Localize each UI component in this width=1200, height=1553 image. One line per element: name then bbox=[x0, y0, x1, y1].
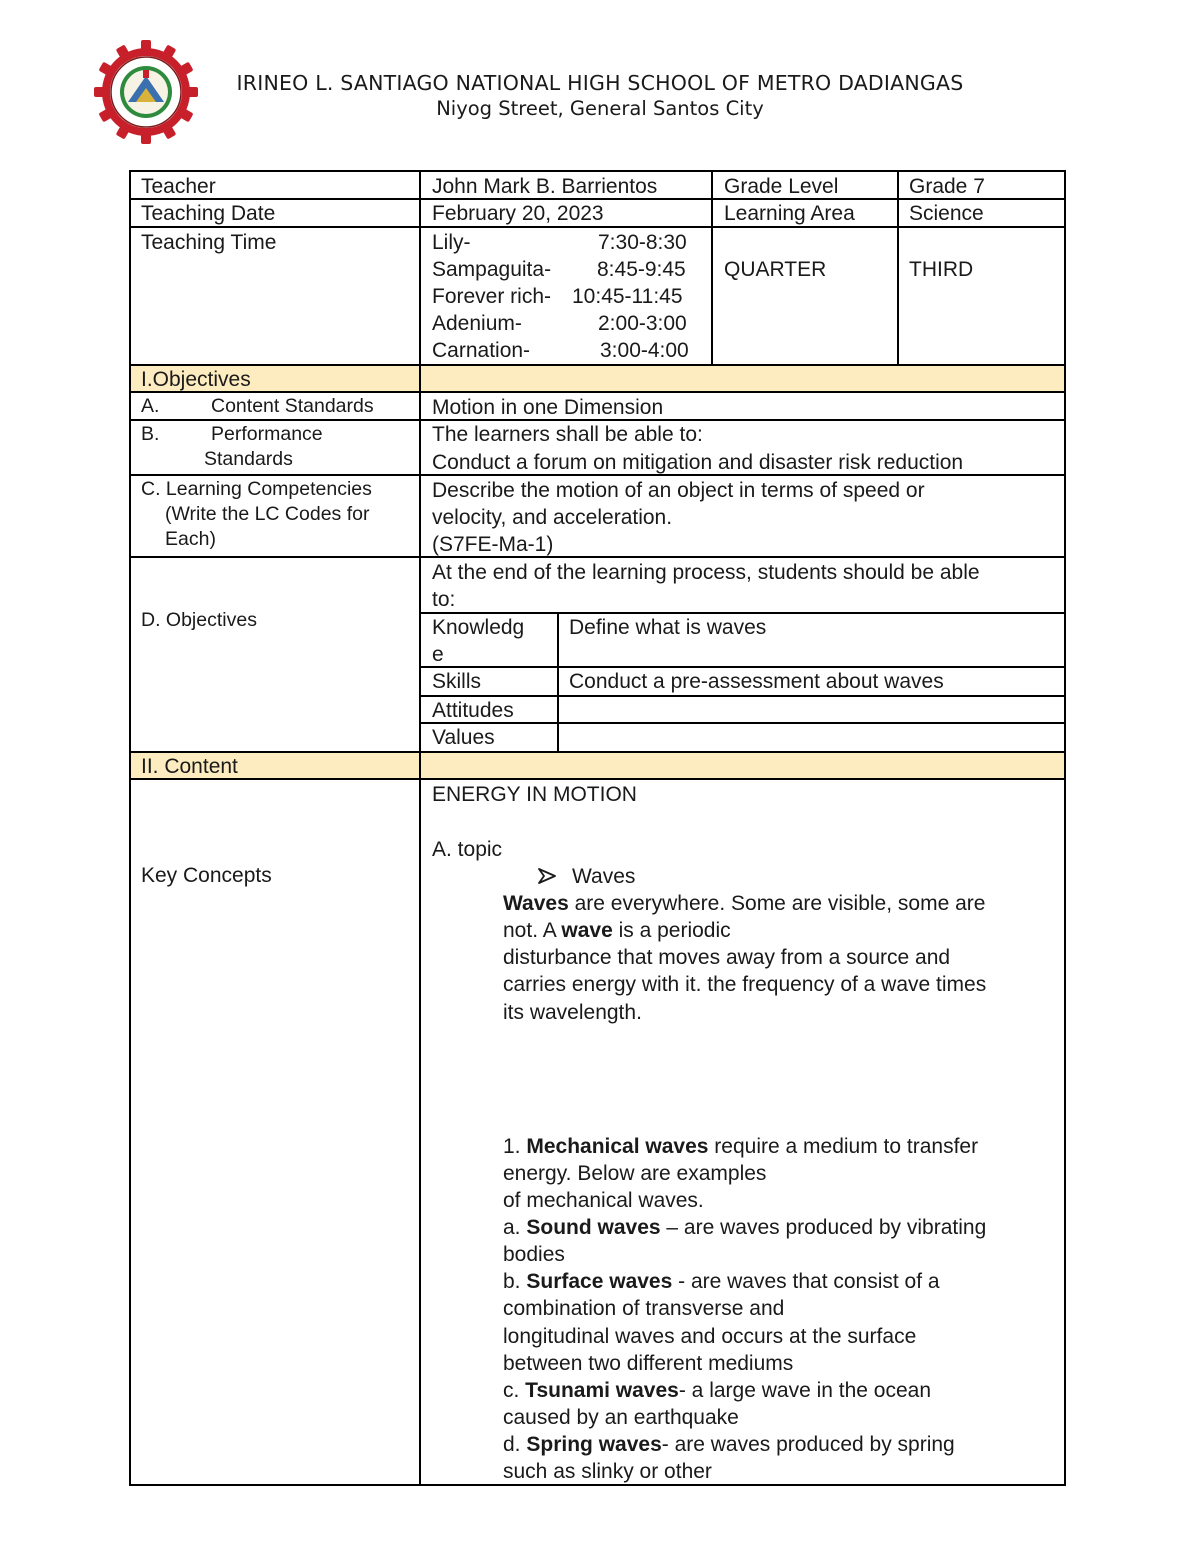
text-run: are everywhere. Some are visible, some are bbox=[568, 892, 986, 915]
text-run: c. bbox=[503, 1379, 526, 1402]
arrowhead-bullet-icon bbox=[538, 868, 556, 884]
schedule-time: 8:45-9:45 bbox=[597, 258, 686, 281]
teacher-label: Teacher bbox=[141, 175, 216, 198]
schedule-section: Adenium- bbox=[432, 312, 522, 335]
text-line: of mechanical waves. bbox=[503, 1189, 704, 1212]
content-standards-letter: A. bbox=[141, 395, 160, 417]
teaching-date-label: Teaching Date bbox=[141, 202, 276, 225]
key-concepts-label: Key Concepts bbox=[141, 864, 272, 887]
schedule-time: 2:00-3:00 bbox=[598, 312, 687, 335]
skills-value: Conduct a pre-assessment about waves bbox=[569, 670, 944, 693]
text-line: bodies bbox=[503, 1243, 565, 1266]
learning-competencies-label: Each) bbox=[165, 528, 216, 550]
text-run: require a medium to transfer bbox=[708, 1135, 979, 1158]
teacher-value: John Mark B. Barrientos bbox=[432, 175, 658, 198]
learning-competencies-label: C. Learning Competencies bbox=[141, 478, 372, 500]
schedule-time: 3:00-4:00 bbox=[600, 339, 689, 362]
quarter-label: QUARTER bbox=[724, 258, 827, 281]
objectives-intro: At the end of the learning process, students should be able bbox=[432, 561, 980, 584]
performance-standards-label: Performance bbox=[211, 423, 323, 445]
schedule-section: Carnation- bbox=[432, 339, 531, 362]
learning-competencies-value: velocity, and acceleration. bbox=[432, 506, 673, 529]
text-line: caused by an earthquake bbox=[503, 1406, 739, 1429]
lc-code: (S7FE-Ma-1) bbox=[432, 533, 554, 556]
topic-bullet: Waves bbox=[572, 865, 636, 888]
values-label: Values bbox=[432, 726, 495, 749]
schedule-time: 7:30-8:30 bbox=[598, 231, 687, 254]
content-standards-label: Content Standards bbox=[211, 395, 374, 417]
learning-area-value: Science bbox=[909, 202, 984, 225]
schedule-section: Sampaguita- bbox=[432, 258, 552, 281]
learning-competencies-label: (Write the LC Codes for bbox=[165, 503, 370, 525]
knowledge-value: Define what is waves bbox=[569, 616, 767, 639]
text-run: - are waves that consist of a bbox=[672, 1270, 940, 1293]
text-run: 1. bbox=[503, 1135, 527, 1158]
text-line: carries energy with it. the frequency of a wave times bbox=[503, 973, 987, 996]
text-line: longitudinal waves and occurs at the surface bbox=[503, 1325, 917, 1348]
knowledge-label: e bbox=[432, 643, 444, 666]
sound-waves-term: Sound waves bbox=[526, 1216, 661, 1239]
text-line: energy. Below are examples bbox=[503, 1162, 767, 1185]
objectives-label: D. Objectives bbox=[141, 609, 257, 631]
performance-standards-letter: B. bbox=[141, 423, 160, 445]
performance-standards-label: Standards bbox=[204, 448, 293, 470]
content-title: ENERGY IN MOTION bbox=[432, 783, 637, 806]
topic-label: A. topic bbox=[432, 838, 503, 861]
teaching-date-value: February 20, 2023 bbox=[432, 202, 604, 225]
teaching-time-label: Teaching Time bbox=[141, 231, 277, 254]
learning-competencies-value: Describe the motion of an object in terms of speed or bbox=[432, 479, 925, 502]
grade-level-label: Grade Level bbox=[724, 175, 839, 198]
skills-label: Skills bbox=[432, 670, 482, 693]
knowledge-label: Knowledg bbox=[432, 616, 525, 639]
performance-standards-value: Conduct a forum on mitigation and disaster risk reduction bbox=[432, 451, 964, 474]
text-run: is a periodic bbox=[612, 919, 731, 942]
mechanical-waves-term: Mechanical waves bbox=[526, 1135, 709, 1158]
text-line: its wavelength. bbox=[503, 1001, 642, 1024]
text-run: – are waves produced by vibrating bbox=[660, 1216, 987, 1239]
text-run: not. A bbox=[503, 919, 562, 942]
text-line: combination of transverse and bbox=[503, 1297, 785, 1320]
content-standards-value: Motion in one Dimension bbox=[432, 396, 664, 419]
spring-waves-term: Spring waves bbox=[526, 1433, 662, 1456]
tsunami-waves-term: Tsunami waves bbox=[525, 1379, 679, 1402]
performance-standards-value: The learners shall be able to: bbox=[432, 423, 703, 446]
school-address: Niyog Street, General Santos City bbox=[436, 97, 764, 120]
text-line: such as slinky or other bbox=[503, 1460, 712, 1483]
objectives-heading: I.Objectives bbox=[141, 368, 251, 391]
text-run: - are waves produced by spring bbox=[661, 1433, 955, 1456]
text-line: disturbance that moves away from a source and bbox=[503, 946, 951, 969]
schedule-time: 10:45-11:45 bbox=[572, 285, 683, 308]
learning-area-label: Learning Area bbox=[724, 202, 855, 225]
content-heading: II. Content bbox=[141, 755, 238, 778]
wave-term: wave bbox=[561, 919, 613, 942]
surface-waves-term: Surface waves bbox=[526, 1270, 673, 1293]
text-run: a. bbox=[503, 1216, 527, 1239]
objectives-intro: to: bbox=[432, 588, 456, 611]
text-line: between two different mediums bbox=[503, 1352, 794, 1375]
quarter-value: THIRD bbox=[909, 258, 974, 281]
waves-term: Waves bbox=[503, 892, 569, 915]
text-run: - a large wave in the ocean bbox=[678, 1379, 932, 1402]
text-run: d. bbox=[503, 1433, 527, 1456]
schedule-section: Lily- bbox=[432, 231, 471, 254]
grade-level-value: Grade 7 bbox=[909, 175, 985, 198]
attitudes-label: Attitudes bbox=[432, 699, 514, 722]
school-name: IRINEO L. SANTIAGO NATIONAL HIGH SCHOOL OF METRO DADIANGAS bbox=[236, 71, 964, 95]
text-run: b. bbox=[503, 1270, 527, 1293]
schedule-section: Forever rich- bbox=[432, 285, 552, 308]
